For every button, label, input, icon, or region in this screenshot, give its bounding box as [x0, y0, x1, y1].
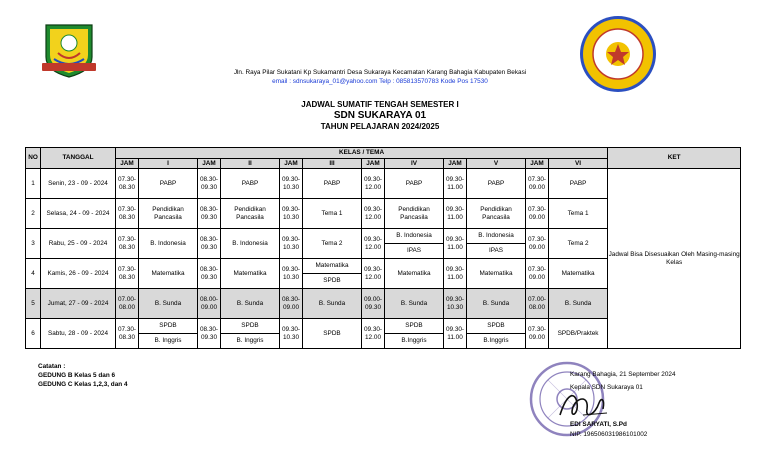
cell-subject: PABP — [467, 169, 526, 199]
bekasi-regency-logo-icon — [40, 23, 98, 79]
subject-part: SPDB — [405, 322, 423, 330]
subject-part: B.Inggris — [385, 333, 443, 348]
col-jam: JAM — [526, 159, 549, 169]
cell-jam: 07.30-08.30 — [116, 169, 139, 199]
cell-subject — [385, 229, 444, 259]
cell-subject: Tema 1 — [303, 199, 362, 229]
cell-jam: 07.30-09.00 — [526, 319, 549, 349]
cell-jam: 09.30-12.00 — [362, 229, 385, 259]
signature-place-date: Karang Bahagia, 21 September 2024 — [570, 371, 676, 378]
cell-jam: 09.30-12.00 — [362, 259, 385, 289]
cell-jam: 07.30-09.00 — [526, 229, 549, 259]
cell-jam: 07.30-09.00 — [526, 259, 549, 289]
cell-subject: B. Indonesia — [221, 229, 280, 259]
row-number: 1 — [26, 169, 41, 199]
cell-jam: 09.30-11.00 — [444, 229, 467, 259]
cell-subject: SPDB — [303, 319, 362, 349]
cell-jam: 08.30-09.30 — [198, 319, 221, 349]
school-address: Jln. Raya Pilar Sukatani Kp Sukamantri Desa Sukaraya Kecamatan Karang Bahagia Kabupaten Bekasi — [233, 69, 527, 76]
col-grade-2: II — [221, 159, 280, 169]
signature-role: Kepala SDN Sukaraya 01 — [570, 383, 643, 391]
col-jam: JAM — [362, 159, 385, 169]
cell-subject: B. Sunda — [303, 289, 362, 319]
cell-jam: 08.30-09.30 — [198, 199, 221, 229]
col-grade-5: V — [467, 159, 526, 169]
row-date: Selasa, 24 - 09 - 2024 — [41, 199, 116, 229]
row-number: 2 — [26, 199, 41, 229]
subject-part: B. Indonesia — [396, 232, 432, 240]
row-date: Sabtu, 28 - 09 - 2024 — [41, 319, 116, 349]
cell-jam: 09.30-10.30 — [280, 319, 303, 349]
cell-jam: 09.30-12.00 — [362, 199, 385, 229]
school-name: SDN SUKARAYA 01 — [333, 110, 427, 121]
col-grade-1: I — [139, 159, 198, 169]
cell-jam: 09.30-12.00 — [362, 319, 385, 349]
cell-subject: Matematika — [467, 259, 526, 289]
cell-jam: 08.30-09.30 — [198, 259, 221, 289]
col-grade-6: VI — [549, 159, 608, 169]
cell-jam: 08.30-09.30 — [198, 229, 221, 259]
cell-subject: B. Sunda — [467, 289, 526, 319]
cell-jam: 08.00-09.00 — [198, 289, 221, 319]
table-row — [26, 169, 741, 199]
col-kelas-tema: KELAS / TEMA — [116, 148, 608, 159]
cell-jam: 07.30-08.30 — [116, 319, 139, 349]
cell-jam: 07.30-08.30 — [116, 259, 139, 289]
cell-jam: 09.30-10.30 — [280, 229, 303, 259]
cell-jam: 07.30-09.00 — [526, 169, 549, 199]
cell-subject: Tema 2 — [549, 229, 608, 259]
row-date: Senin, 23 - 09 - 2024 — [41, 169, 116, 199]
subject-part: B. Indonesia — [478, 232, 514, 240]
document-title: JADWAL SUMATIF TENGAH SEMESTER I — [301, 100, 459, 109]
cell-jam: 09.30-10.30 — [280, 199, 303, 229]
notes-line-1: GEDUNG B Kelas 5 dan 6 — [38, 372, 116, 379]
row-number: 4 — [26, 259, 41, 289]
cell-jam: 09.30-10.30 — [280, 169, 303, 199]
cell-subject: B. Sunda — [385, 289, 444, 319]
subject-part: SPDB — [159, 322, 177, 330]
cell-subject — [303, 259, 362, 289]
col-jam: JAM — [280, 159, 303, 169]
cell-subject: Tema 2 — [303, 229, 362, 259]
cell-jam: 09.30-11.00 — [444, 169, 467, 199]
cell-subject: B. Indonesia — [139, 229, 198, 259]
cell-subject: Matematika — [139, 259, 198, 289]
notes-title: Catatan : — [38, 363, 66, 370]
col-grade-4: IV — [385, 159, 444, 169]
cell-subject: PABP — [139, 169, 198, 199]
cell-subject — [139, 319, 198, 349]
cell-subject: SPDB/Praktek — [549, 319, 608, 349]
cell-subject: Pendidikan Pancasila — [221, 199, 280, 229]
cell-jam: 07.30-08.30 — [116, 229, 139, 259]
cell-subject: Tema 1 — [549, 199, 608, 229]
subject-part: B.Inggris — [467, 333, 525, 348]
cell-jam: 09.30-10.30 — [444, 289, 467, 319]
cell-jam: 09.30-11.00 — [444, 199, 467, 229]
subject-part: IPAS — [385, 243, 443, 258]
subject-part: SPDB — [303, 273, 361, 288]
row-number: 5 — [26, 289, 41, 319]
col-jam: JAM — [198, 159, 221, 169]
cell-jam: 07.30-08.30 — [116, 199, 139, 229]
cell-subject — [467, 229, 526, 259]
schedule-table — [25, 147, 741, 349]
cell-subject: PABP — [549, 169, 608, 199]
cell-subject: Matematika — [385, 259, 444, 289]
cell-jam: 09.30-12.00 — [362, 169, 385, 199]
col-jam: JAM — [116, 159, 139, 169]
cell-jam: 07.00-08.00 — [116, 289, 139, 319]
academic-year: TAHUN PELAJARAN 2024/2025 — [320, 122, 440, 131]
cell-jam: 09.00-09.30 — [362, 289, 385, 319]
subject-part: Matematika — [315, 262, 349, 270]
row-number: 6 — [26, 319, 41, 349]
subject-part: SPDB — [241, 322, 259, 330]
col-jam: JAM — [444, 159, 467, 169]
row-date: Rabu, 25 - 09 - 2024 — [41, 229, 116, 259]
col-tanggal: TANGGAL — [41, 148, 116, 169]
cell-subject: Matematika — [549, 259, 608, 289]
subject-part: SPDB — [487, 322, 505, 330]
col-grade-3: III — [303, 159, 362, 169]
cell-subject: B. Sunda — [549, 289, 608, 319]
cell-jam: 08.30-09.30 — [198, 169, 221, 199]
cell-jam: 08.30-09.00 — [280, 289, 303, 319]
notes — [38, 362, 128, 389]
cell-subject — [221, 319, 280, 349]
cell-subject — [467, 319, 526, 349]
cell-jam: 07.00-08.00 — [526, 289, 549, 319]
subject-part: B. Inggris — [139, 333, 197, 348]
col-no: NO — [26, 148, 41, 169]
cell-jam: 09.30-11.00 — [444, 259, 467, 289]
cell-subject: Matematika — [221, 259, 280, 289]
cell-jam: 09.30-11.00 — [444, 319, 467, 349]
cell-subject: B. Sunda — [221, 289, 280, 319]
subject-part: IPAS — [467, 243, 525, 258]
signature-block — [570, 369, 676, 441]
cell-subject: Pendidikan Pancasila — [467, 199, 526, 229]
cell-subject — [385, 319, 444, 349]
cell-subject: B. Sunda — [139, 289, 198, 319]
cell-jam: 07.30-09.00 — [526, 199, 549, 229]
cell-jam: 09.30-10.30 — [280, 259, 303, 289]
cell-subject: Pendidikan Pancasila — [139, 199, 198, 229]
col-ket: KET — [608, 148, 741, 169]
school-contact: email : sdnsukaraya_01@yahoo.com Telp : 085813570783 Kode Pos 17530 — [272, 78, 488, 85]
cell-subject: PABP — [221, 169, 280, 199]
signature-name: EDI SARYATI, S.Pd — [570, 421, 627, 428]
signature-nip: NIP. 196506031986101002 — [570, 430, 648, 438]
cell-subject: Pendidikan Pancasila — [385, 199, 444, 229]
subject-part: B. Inggris — [221, 333, 279, 348]
row-date: Jumat, 27 - 09 - 2024 — [41, 289, 116, 319]
row-date: Kamis, 26 - 09 - 2024 — [41, 259, 116, 289]
row-number: 3 — [26, 229, 41, 259]
ket-note: Jadwal Bisa Disesuaikan Oleh Masing-masing Kelas — [608, 169, 741, 349]
notes-line-2: GEDUNG C Kelas 1,2,3, dan 4 — [38, 381, 128, 388]
cell-subject: PABP — [303, 169, 362, 199]
cell-subject: PABP — [385, 169, 444, 199]
